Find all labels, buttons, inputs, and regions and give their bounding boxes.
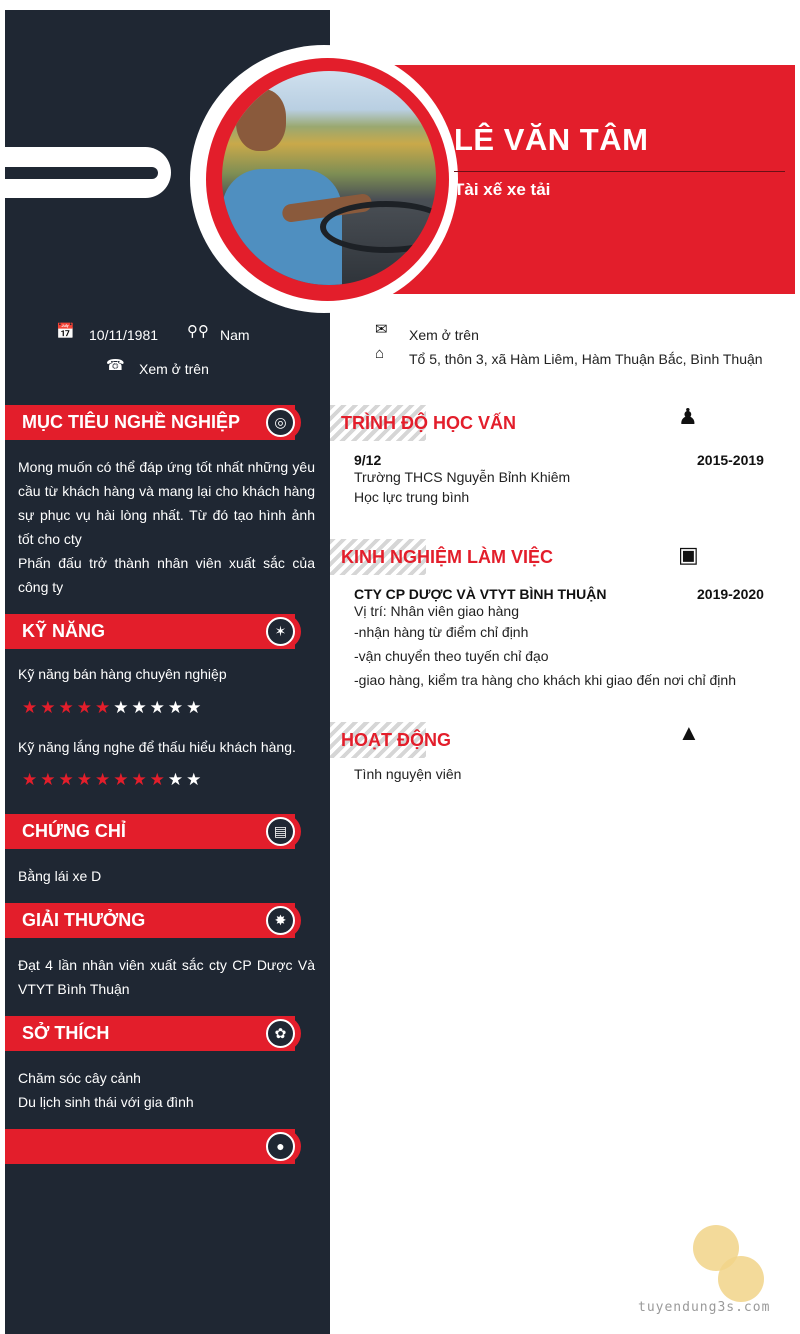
- award-icon: ✸: [266, 906, 295, 935]
- experience-duty: -nhận hàng từ điểm chỉ định: [354, 624, 529, 640]
- skill-label: Kỹ năng lắng nghe để thấu hiểu khách hàng.: [18, 739, 296, 755]
- email: Xem ở trên: [409, 327, 479, 343]
- target-icon: ◎: [266, 408, 295, 437]
- section-title: HOẠT ĐỘNG: [341, 730, 451, 750]
- skill-label: Kỹ năng bán hàng chuyên nghiệp: [18, 666, 227, 682]
- section-title: KỸ NĂNG: [22, 621, 106, 641]
- section-title: KINH NGHIỆM LÀM VIỆC: [341, 547, 554, 567]
- education-result: Học lực trung bình: [354, 489, 470, 505]
- calendar-icon: 📅: [56, 323, 75, 340]
- section-hobbies-header: [5, 1016, 295, 1051]
- section-skills-header: [5, 614, 295, 649]
- education-school: Trường THCS Nguyễn Bỉnh Khiêm: [354, 469, 571, 485]
- activity-text: Tình nguyện viên: [354, 766, 462, 782]
- skills-icon: ✶: [266, 617, 295, 646]
- section-title: GIẢI THƯỞNG: [22, 910, 146, 930]
- section-awards-header: [5, 903, 295, 938]
- hobby-item: Chăm sóc cây cảnh: [18, 1070, 141, 1086]
- birthday: 10/11/1981: [89, 327, 159, 343]
- section-title: TRÌNH ĐỘ HỌC VẤN: [341, 413, 516, 433]
- hobby-item: Du lịch sinh thái với gia đình: [18, 1094, 194, 1110]
- section-title: SỞ THÍCH: [22, 1023, 110, 1043]
- decor-bar-inner: [5, 167, 158, 179]
- palette-icon: ✿: [266, 1019, 295, 1048]
- objective-text: Mong muốn có thể đáp ứng tốt nhất những yêu cầu từ khách hàng và mang lại cho khách hàng sự phục vụ hài lòng nhất. Từ đó tạo hình ảnh tốt cho cty: [18, 459, 315, 547]
- gender-icon: ⚲⚲: [187, 323, 209, 340]
- experience-duty: -vận chuyển theo tuyến chỉ đạo: [354, 648, 549, 664]
- education-period: 2015-2019: [697, 452, 764, 468]
- coins-icon: [718, 1256, 764, 1302]
- graduate-icon: ♟: [678, 404, 698, 429]
- education-grade: 9/12: [354, 452, 382, 468]
- watermark: tuyendung3s.com: [638, 1300, 771, 1315]
- experience-period: 2019-2020: [697, 586, 764, 602]
- objective-text-2: Phấn đấu trở thành nhân viên xuất sắc của công ty: [18, 555, 315, 595]
- section-references-header: [5, 1129, 295, 1164]
- certificate-icon: ▤: [266, 817, 295, 846]
- mail-icon: ✉: [375, 321, 388, 338]
- divider: [454, 171, 785, 172]
- gender: Nam: [220, 327, 250, 343]
- section-title: MỤC TIÊU NGHỀ NGHIỆP: [22, 412, 241, 432]
- home-icon: ⌂: [375, 345, 385, 362]
- skill-rating: ★★★★★★★★★★: [22, 770, 205, 789]
- megaphone-icon: ▲: [678, 720, 700, 745]
- skill-rating: ★★★★★★★★★★: [22, 698, 205, 717]
- award-text: Đạt 4 lần nhân viên xuất sắc cty CP Dược Và VTYT Bình Thuận: [18, 957, 315, 997]
- person-icon: ●: [266, 1132, 295, 1161]
- briefcase-icon: ▣: [678, 542, 699, 567]
- experience-position: Vị trí: Nhân viên giao hàng: [354, 603, 519, 619]
- phone-icon: ☎: [106, 357, 125, 374]
- address: Tổ 5, thôn 3, xã Hàm Liêm, Hàm Thuận Bắc, Bình Thuận: [409, 351, 763, 367]
- section-title: CHỨNG CHỈ: [22, 821, 126, 841]
- company-name: CTY CP DƯỢC VÀ VTYT BÌNH THUẬN: [354, 586, 607, 602]
- section-certificates-header: [5, 814, 295, 849]
- phone: Xem ở trên: [139, 361, 209, 377]
- experience-duty: -giao hàng, kiểm tra hàng cho khách khi giao đến nơi chỉ định: [354, 672, 736, 688]
- job-title: Tài xế xe tải: [454, 180, 551, 199]
- candidate-name: LÊ VĂN TÂM: [454, 122, 649, 157]
- certificate-text: Bằng lái xe D: [18, 868, 102, 884]
- section-objective-header: [5, 405, 295, 440]
- avatar: [222, 71, 436, 285]
